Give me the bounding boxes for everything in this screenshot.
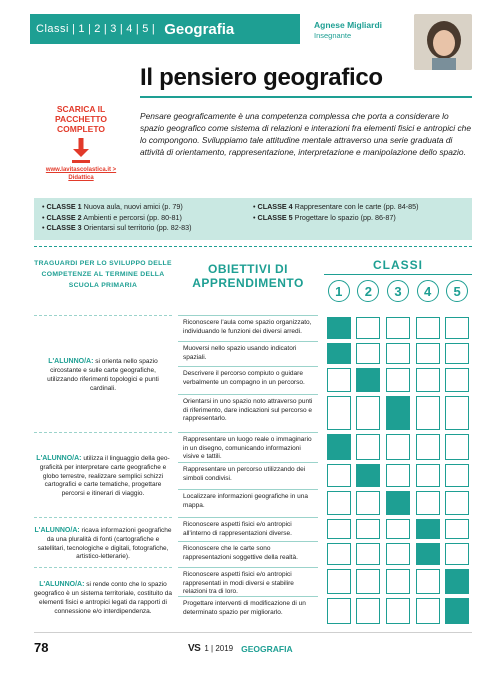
author-photo xyxy=(414,14,472,70)
subject-title: Geografia xyxy=(164,20,235,38)
class-3-marker xyxy=(386,598,410,624)
class-grid-row xyxy=(324,366,472,394)
class-4-marker xyxy=(416,464,440,487)
class-grid-row xyxy=(324,341,472,366)
nav-class-2[interactable]: 2 xyxy=(94,23,101,35)
class-nav: Classi | 1 | 2 | 3 | 4 | 5 | xyxy=(36,23,156,35)
class-row: • CLASSE 4 Rappresentare con le carte (pp. 84-85) xyxy=(253,202,419,211)
objective-cell: Orientarsi in uno spazio noto attraverso punti di riferimento, dare indicazioni sul percorso e rappresentarlo. xyxy=(178,394,318,432)
class-2-marker xyxy=(356,464,380,487)
class-5-marker xyxy=(445,317,469,339)
class-grid-row xyxy=(324,489,472,517)
class-row: • CLASSE 1 Nuova aula, nuovi amici (p. 79) xyxy=(42,202,183,211)
objective-cell: Riconoscere aspetti fisici e/o antropici rappresentati in modi diversi e stabilire relazioni tra di loro. xyxy=(178,567,318,596)
competence-cell xyxy=(34,517,172,567)
footer-subject: GEOGRAFIA xyxy=(241,643,293,654)
nav-class-3[interactable]: 3 xyxy=(110,23,117,35)
class-5-marker xyxy=(445,368,469,392)
author-block xyxy=(314,20,382,40)
objective-cell: Riconoscere aspetti fisici e/o antropici all'interno di rappresentazioni diverse. xyxy=(178,517,318,541)
class-grid-row xyxy=(324,541,472,567)
class-2-marker xyxy=(356,543,380,565)
competence-lead: L'ALUNNO/A: xyxy=(36,455,82,462)
class-1-marker xyxy=(327,519,351,539)
objective-cell: Riconoscere l'aula come spazio organizzato, individuando le funzioni dei diversi arredi. xyxy=(178,315,318,341)
class-3-marker xyxy=(386,368,410,392)
class-number-badge: 5 xyxy=(446,280,468,302)
classi-title: CLASSI xyxy=(324,258,472,275)
class-2-marker xyxy=(356,569,380,594)
class-5-marker xyxy=(445,396,469,430)
class-5-marker xyxy=(445,598,469,624)
class-4-marker xyxy=(416,491,440,515)
competence-lead: L'ALUNNO/A: xyxy=(39,581,85,589)
class-4-marker xyxy=(416,368,440,392)
class-number-badge: 2 xyxy=(357,280,379,302)
class-1-marker xyxy=(327,396,351,430)
class-1-marker xyxy=(327,569,351,594)
class-5-marker xyxy=(445,434,469,460)
class-3-marker xyxy=(386,543,410,565)
class-grid-row xyxy=(324,432,472,462)
download-link[interactable]: www.lavitascolastica.it > xyxy=(45,167,117,173)
objective-cell: Rappresentare un luogo reale o immaginario in un disegno, comunicando informazioni visive e tattili. xyxy=(178,432,318,462)
competence-cell xyxy=(34,567,172,626)
class-5-marker xyxy=(445,519,469,539)
class-1-marker xyxy=(327,464,351,487)
class-row: • CLASSE 5 Progettare lo spazio (pp. 86-87) xyxy=(253,212,396,222)
class-3-marker xyxy=(386,569,410,594)
class-5-marker xyxy=(445,491,469,515)
objective-cell: Localizzare informazioni geografiche in una mappa. xyxy=(178,489,318,517)
class-grid-row xyxy=(324,596,472,626)
class-5-marker xyxy=(445,543,469,565)
objective-cell: Progettare interventi di modificazione di un determinato spazio per migliorarlo. xyxy=(178,596,318,626)
class-2-marker xyxy=(356,491,380,515)
class-1-marker xyxy=(327,368,351,392)
title-divider xyxy=(140,96,472,98)
objective-cell: Riconoscere che le carte sono rappresentazioni soggettive della realtà. xyxy=(178,541,318,567)
class-4-marker xyxy=(416,569,440,594)
objective-cell: Rappresentare un percorso utilizzando dei simboli condivisi. xyxy=(178,462,318,489)
class-1-marker xyxy=(327,543,351,565)
class-2-marker xyxy=(356,434,380,460)
download-link-sub[interactable]: Didattica xyxy=(68,175,94,181)
classes-col-left xyxy=(42,202,253,236)
class-3-marker xyxy=(386,317,410,339)
section-bar xyxy=(30,14,300,44)
class-grid-row xyxy=(324,462,472,489)
class-2-marker xyxy=(356,343,380,364)
class-5-marker xyxy=(445,343,469,364)
competence-text: ricava informazioni geografiche da una pluralità di fonti (cartografiche e satellitari, tecnologiche e digitali, fotografiche, artistico-letterarie). xyxy=(37,526,172,561)
classes-summary-box xyxy=(34,198,472,240)
nav-class-1[interactable]: 1 xyxy=(78,23,85,35)
class-3-marker xyxy=(386,396,410,430)
class-5-marker xyxy=(445,464,469,487)
class-3-marker xyxy=(386,343,410,364)
download-arrow-icon[interactable] xyxy=(70,138,92,164)
class-number-badge: 1 xyxy=(328,280,350,302)
header-traguardi: TRAGUARDI PER LO SVILUPPO DELLE COMPETENZE AL TERMINE DELLA SCUOLA PRIMARIA xyxy=(34,260,172,289)
objective-cell: Descrivere il percorso compiuto o guidare verbalmente un compagno in un percorso. xyxy=(178,366,318,394)
class-4-marker xyxy=(416,396,440,430)
class-1-marker xyxy=(327,317,351,339)
header-obiettivi: OBIETTIVI DI APPRENDIMENTO xyxy=(192,262,304,290)
class-2-marker xyxy=(356,317,380,339)
competence-cell xyxy=(34,315,172,432)
download-block[interactable] xyxy=(34,104,128,182)
class-3-marker xyxy=(386,464,410,487)
section-divider xyxy=(34,246,472,247)
competence-text: si rende conto che lo spazio geografico è un sistema territoriale, costituito da elementi fisici e antropici legati da rapporti di connessione e/o interdipendenza. xyxy=(34,581,173,615)
class-number-badge: 3 xyxy=(387,280,409,302)
class-row: • CLASSE 2 Ambienti e percorsi (pp. 80-81) xyxy=(42,212,182,222)
competence-text: si orienta nello spazio circostante e sulle carte geografiche, utilizzando riferimenti topologici e punti cardinali. xyxy=(47,358,159,392)
classes-col-right xyxy=(253,202,464,236)
competence-lead: L'ALUNNO/A: xyxy=(48,358,94,366)
header-classi xyxy=(324,258,472,302)
class-grid-row xyxy=(324,517,472,541)
class-1-marker xyxy=(327,434,351,460)
footer-info xyxy=(188,643,293,654)
class-4-marker xyxy=(416,543,440,565)
page-number: 78 xyxy=(34,640,49,655)
magazine-logo: VS xyxy=(188,643,201,654)
class-5-marker xyxy=(445,569,469,594)
class-4-marker xyxy=(416,598,440,624)
issue-number: 1 | 2019 xyxy=(204,644,234,653)
class-number-row xyxy=(324,280,472,302)
class-4-marker xyxy=(416,519,440,539)
objective-cell: Muoversi nello spazio usando indicatori spaziali. xyxy=(178,341,318,366)
class-2-marker xyxy=(356,519,380,539)
class-grid-row xyxy=(324,315,472,341)
class-2-marker xyxy=(356,598,380,624)
class-3-marker xyxy=(386,491,410,515)
competence-cell xyxy=(34,432,172,517)
class-4-marker xyxy=(416,434,440,460)
class-1-marker xyxy=(327,491,351,515)
class-4-marker xyxy=(416,343,440,364)
class-3-marker xyxy=(386,434,410,460)
nav-class-5[interactable]: 5 xyxy=(142,23,149,35)
nav-class-4[interactable]: 4 xyxy=(126,23,133,35)
nav-classi[interactable]: Classi xyxy=(36,23,69,35)
competence-lead: L'ALUNNO/A: xyxy=(34,526,80,534)
class-3-marker xyxy=(386,519,410,539)
author-role: Insegnante xyxy=(314,31,352,40)
competence-text: utilizza il linguaggio della geo-graficità per interpretare carte geografiche e globo terrestre, realizzare semplici schizzi cartografici e carte tematiche, progettare percorsi e itinerari di viaggio. xyxy=(39,455,170,498)
author-name: Agnese Migliardi xyxy=(314,20,383,30)
class-grid-row xyxy=(324,567,472,596)
class-number-badge: 4 xyxy=(417,280,439,302)
footer-divider xyxy=(34,632,472,633)
class-2-marker xyxy=(356,396,380,430)
page-title: Il pensiero geografico xyxy=(140,64,383,91)
class-4-marker xyxy=(416,317,440,339)
class-1-marker xyxy=(327,343,351,364)
class-row: • CLASSE 3 Orientarsi sul territorio (pp. 82-83) xyxy=(42,223,192,232)
intro-text: Pensare geograficamente è una competenza complessa che porta a considerare lo spazio geografico come sistema di relazioni e interazioni fra elementi fisici e antropici che lo compongono. Sviluppiamo tale attitudine mentale attraverso una serie graduata di attività di orientamento, rappresentazione, interpretazione e manipolazione dello spazio. xyxy=(140,111,471,157)
download-label[interactable]: SCARICA IL PACCHETTO COMPLETO xyxy=(54,104,108,134)
class-2-marker xyxy=(356,368,380,392)
class-1-marker xyxy=(327,598,351,624)
class-grid-row xyxy=(324,394,472,432)
